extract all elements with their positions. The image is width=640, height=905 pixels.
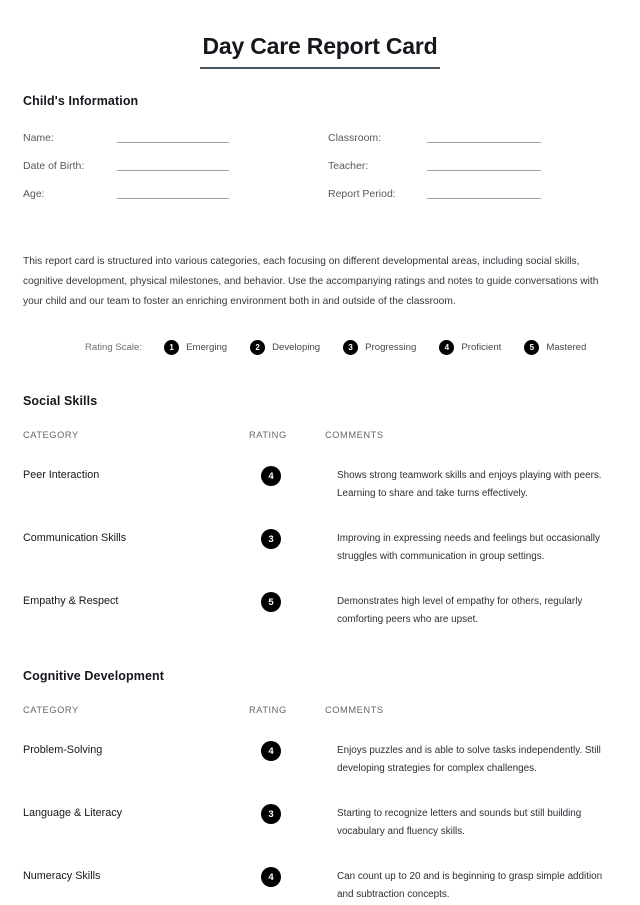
row-comments: Can count up to 20 and is beginning to grasp simple addition and subtraction concepts. <box>337 871 603 900</box>
rating-scale-legend <box>23 340 617 355</box>
rating-scale-item-3 <box>343 340 416 355</box>
rating-badge-icon: 5 <box>261 592 281 612</box>
row-category: Peer Interaction <box>23 469 100 481</box>
table-header-social-skills <box>23 430 617 440</box>
column-header-comments: COMMENTS <box>325 705 384 715</box>
section-heading-cognitive-development: Cognitive Development <box>23 669 165 683</box>
field-name[interactable] <box>23 124 328 152</box>
rating-badge-icon: 3 <box>261 529 281 549</box>
field-input-classroom[interactable] <box>427 142 541 143</box>
rating-badge-icon: 3 <box>343 340 358 355</box>
rating-badge-icon: 5 <box>524 340 539 355</box>
row-category: Problem-Solving <box>23 744 103 756</box>
rating-badge-icon: 3 <box>261 804 281 824</box>
row-rating <box>249 592 337 612</box>
field-teacher[interactable] <box>328 152 608 180</box>
field-label-date-of-birth: Date of Birth: <box>23 160 85 172</box>
row-comments: Starting to recognize letters and sounds but still building vocabulary and fluency skills. <box>337 808 582 837</box>
field-date-of-birth[interactable] <box>23 152 328 180</box>
row-category: Empathy & Respect <box>23 595 119 607</box>
page-title: Day Care Report Card <box>200 33 439 69</box>
rating-scale-item-2 <box>250 340 320 355</box>
field-input-name[interactable] <box>117 142 229 143</box>
section-social-skills <box>23 394 617 629</box>
row-category: Numeracy Skills <box>23 870 101 882</box>
table-row <box>23 466 617 503</box>
field-label-report-period: Report Period: <box>328 188 396 200</box>
column-header-rating: RATING <box>249 705 287 715</box>
field-label-classroom: Classroom: <box>328 132 382 144</box>
row-rating <box>249 804 337 824</box>
section-heading-social-skills: Social Skills <box>23 394 98 408</box>
field-label-age: Age: <box>23 188 45 200</box>
row-comments: Enjoys puzzles and is able to solve tasks independently. Still developing strategies for complex challenges. <box>337 745 601 774</box>
rating-badge-icon: 4 <box>261 867 281 887</box>
field-input-teacher[interactable] <box>427 170 541 171</box>
rating-badge-icon: 2 <box>250 340 265 355</box>
rating-scale-label: Emerging <box>186 342 228 353</box>
row-comments: Demonstrates high level of empathy for others, regularly comforting peers who are upset. <box>337 596 583 625</box>
intro-paragraph: This report card is structured into various categories, each focusing on different developmental areas, including social skills, cognitive development, physical milestones, and behavior. Use the accompanying ratings and notes to guide conversations with your child and our team to foster an enriching environment both in and outside of the classroom. <box>23 256 599 307</box>
row-rating <box>249 867 337 887</box>
field-input-date-of-birth[interactable] <box>117 170 229 171</box>
rating-badge-icon: 4 <box>261 466 281 486</box>
rating-scale-title: Rating Scale: <box>85 342 143 353</box>
field-input-report-period[interactable] <box>427 198 541 199</box>
column-header-category: CATEGORY <box>23 430 79 440</box>
rating-scale-label: Developing <box>272 342 321 353</box>
child-information-right-column <box>328 124 608 208</box>
child-information-left-column <box>23 124 328 208</box>
row-category: Communication Skills <box>23 532 127 544</box>
title-block <box>23 0 617 69</box>
row-rating <box>249 466 337 486</box>
field-report-period[interactable] <box>328 180 608 208</box>
rating-badge-icon: 1 <box>164 340 179 355</box>
row-category: Language & Literacy <box>23 807 123 819</box>
rating-scale-item-1 <box>164 340 227 355</box>
child-information-section <box>23 94 617 208</box>
rating-scale-item-4 <box>439 340 501 355</box>
rating-badge-icon: 4 <box>261 741 281 761</box>
column-header-rating: RATING <box>249 430 287 440</box>
row-rating <box>249 529 337 549</box>
field-classroom[interactable] <box>328 124 608 152</box>
rating-badge-icon: 4 <box>439 340 454 355</box>
rating-scale-label: Mastered <box>546 342 587 353</box>
field-label-name: Name: <box>23 132 54 144</box>
child-information-heading: Child's Information <box>23 94 139 108</box>
rating-scale-label: Progressing <box>365 342 417 353</box>
table-row <box>23 592 617 629</box>
table-row <box>23 741 617 778</box>
column-header-comments: COMMENTS <box>325 430 384 440</box>
column-header-category: CATEGORY <box>23 705 79 715</box>
field-age[interactable] <box>23 180 328 208</box>
table-row <box>23 804 617 841</box>
field-label-teacher: Teacher: <box>328 160 369 172</box>
table-header-cognitive-development <box>23 705 617 715</box>
row-rating <box>249 741 337 761</box>
rating-scale-label: Proficient <box>461 342 502 353</box>
field-input-age[interactable] <box>117 198 229 199</box>
section-cognitive-development <box>23 669 617 904</box>
table-row <box>23 867 617 904</box>
rating-scale-item-5 <box>524 340 586 355</box>
row-comments: Improving in expressing needs and feelings but occasionally struggles with communication in group settings. <box>337 533 600 562</box>
row-comments: Shows strong teamwork skills and enjoys playing with peers. Learning to share and take turns effectively. <box>337 470 602 499</box>
table-row <box>23 529 617 566</box>
child-information-fields <box>23 124 617 208</box>
